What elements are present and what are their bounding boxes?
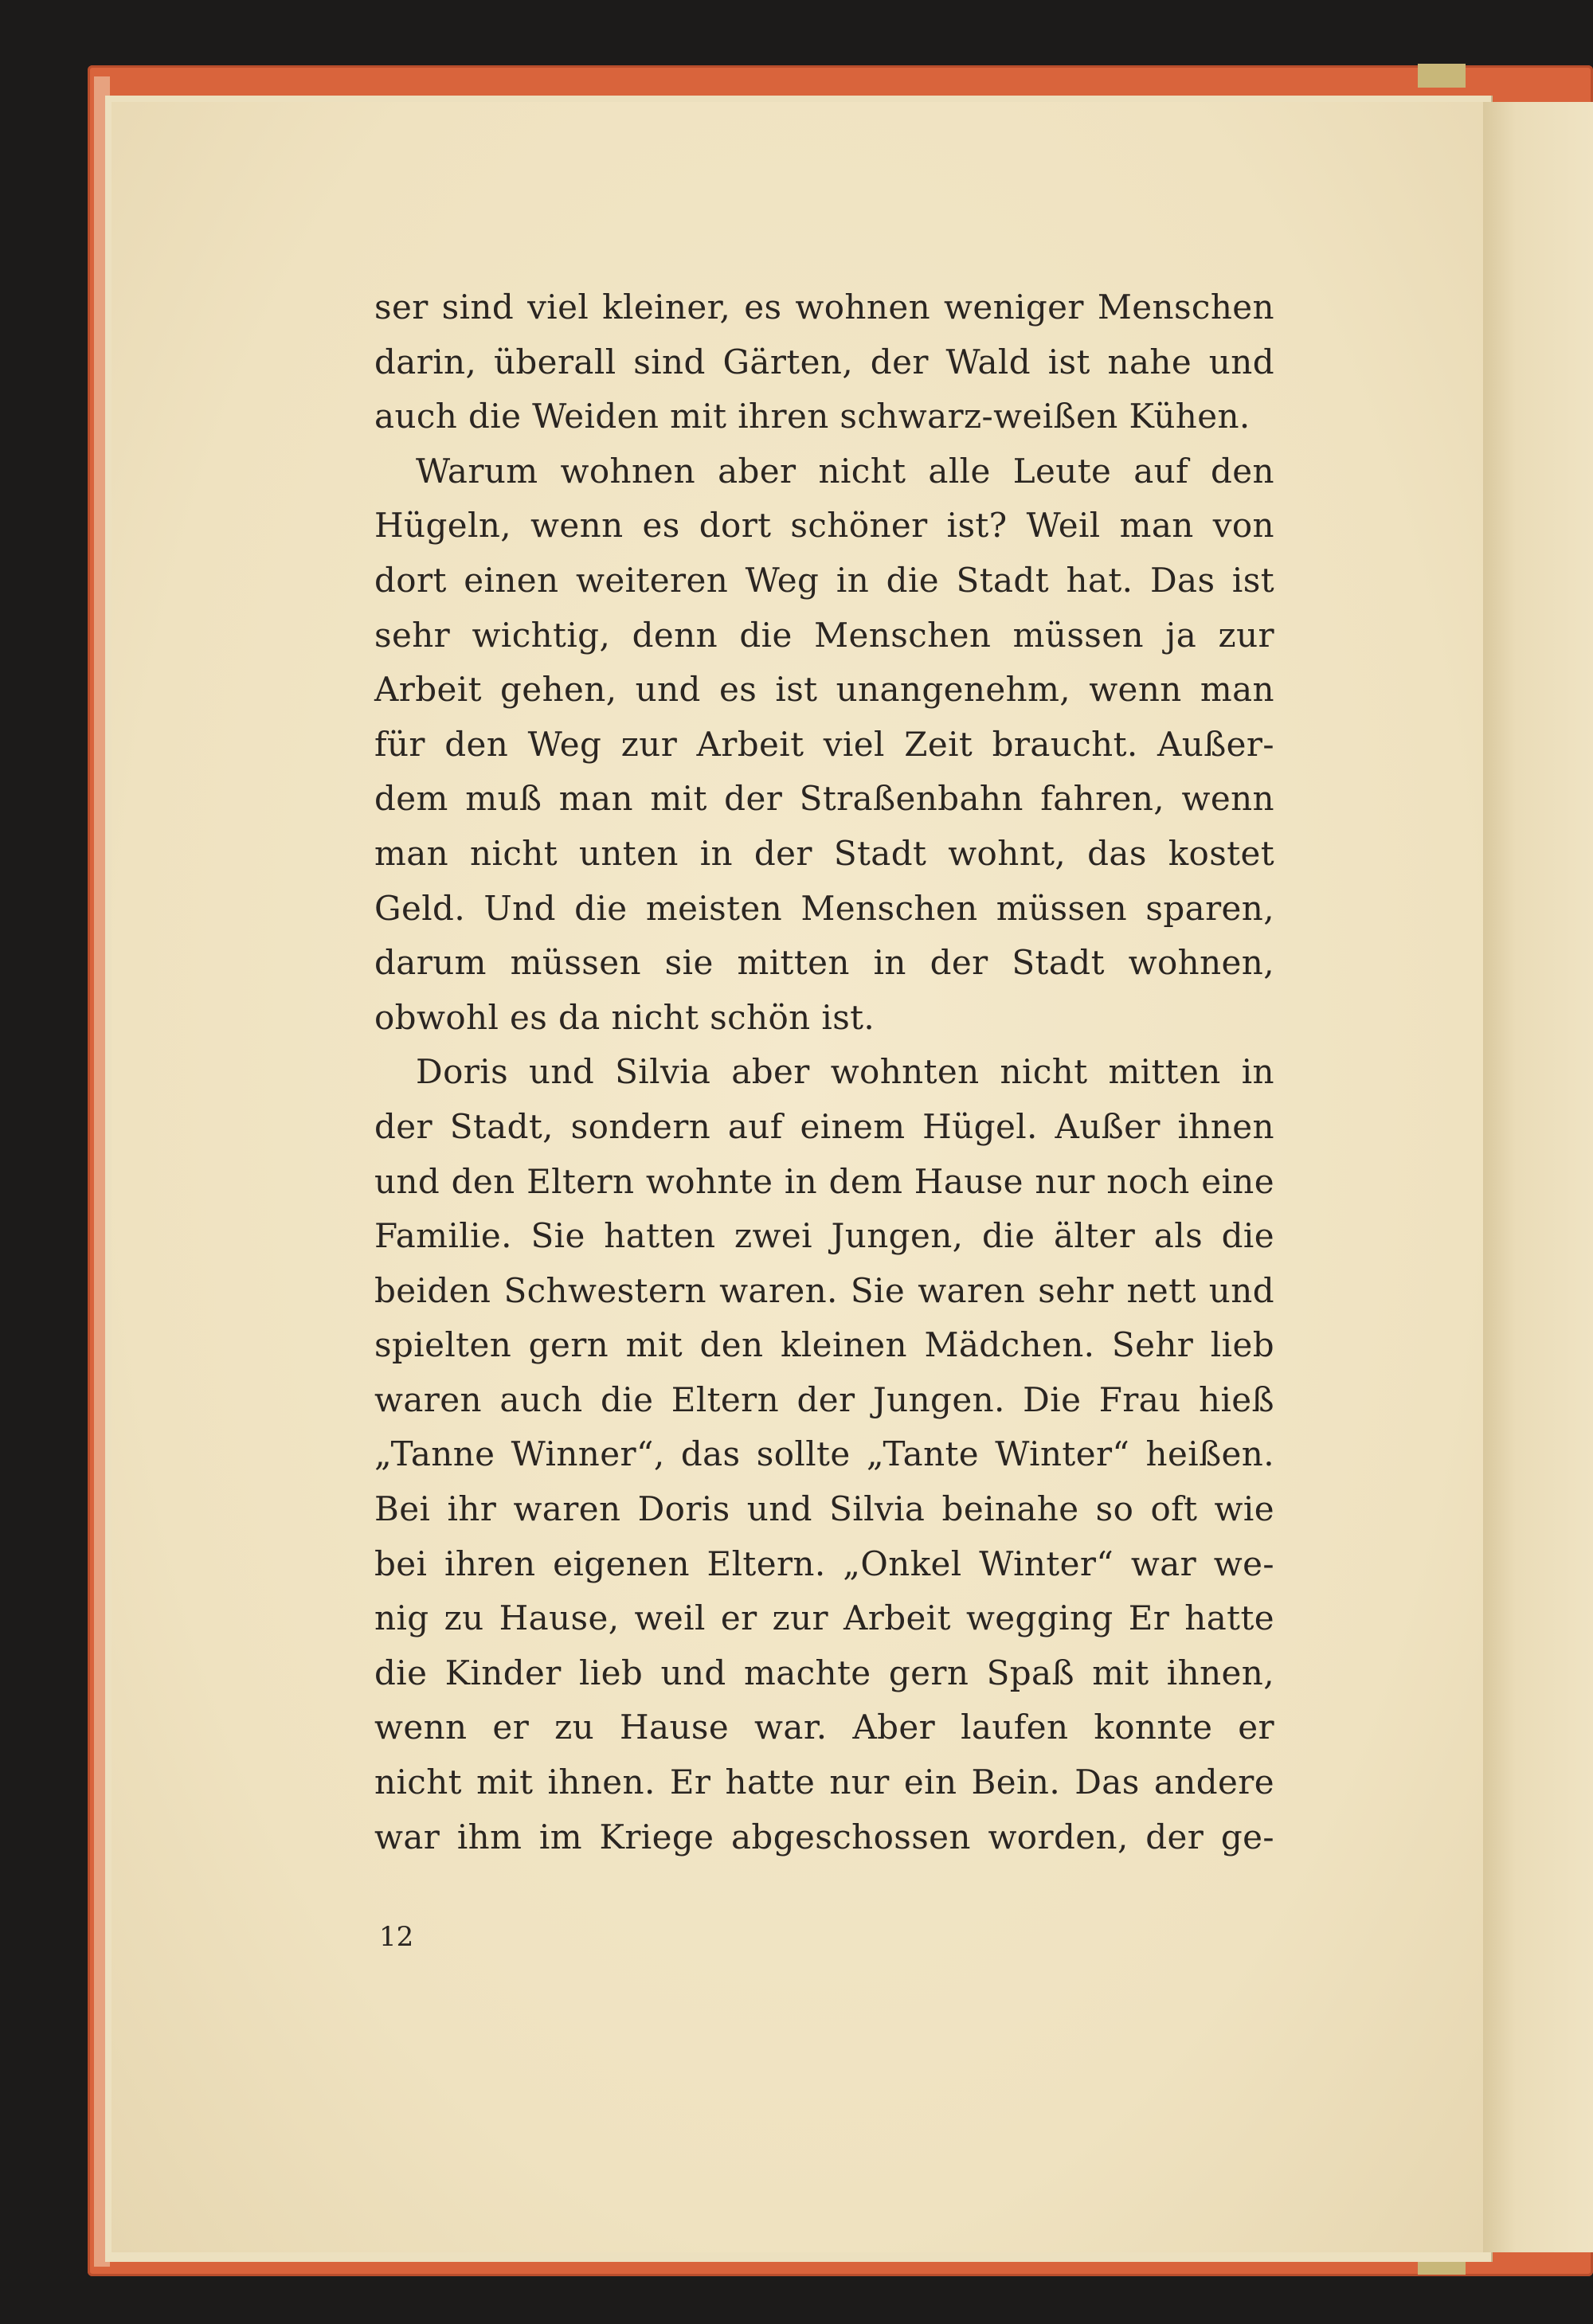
text-line: Familie. Sie hatten zwei Jungen, die älter als die [374,1216,1274,1256]
text-line: Geld. Und die meisten Menschen müssen sparen, [374,888,1274,928]
text-line: „Tanne Winner“, das sollte „Tante Winter“ heißen. [374,1434,1274,1474]
text-line: beiden Schwestern waren. Sie waren sehr nett und [374,1270,1274,1310]
text-line: für den Weg zur Arbeit viel Zeit braucht. Außer- [374,724,1274,764]
text-line: ser sind viel kleiner, es wohnen weniger Menschen [374,288,1274,327]
text-line: Hügeln, wenn es dort schöner ist? Weil man von [374,506,1274,546]
text-line: dort einen weiteren Weg in die Stadt hat. Das ist [374,560,1274,600]
text-line: auch die Weiden mit ihren schwarz-weißen Kühen. [374,397,1251,436]
text-line: sehr wichtig, denn die Menschen müssen ja zur [374,615,1274,655]
text-line: obwohl es da nicht schön ist. [374,997,875,1037]
text-line: die Kinder lieb und machte gern Spaß mit ihnen, [374,1653,1274,1692]
text-line: war ihm im Kriege abgeschossen worden, der ge- [374,1817,1274,1856]
text-line: dem muß man mit der Straßenbahn fahren, wenn [374,779,1274,819]
text-line: bei ihren eigenen Eltern. „Onkel Winter“ war we- [374,1543,1274,1583]
text-line: der Stadt, sondern auf einem Hügel. Außer ihnen [374,1106,1274,1146]
text-line: darin, überall sind Gärten, der Wald ist nahe und [374,342,1274,381]
page-gutter [1483,102,1593,2252]
text-line: Warum wohnen aber nicht alle Leute auf den [416,451,1274,491]
text-line: nicht mit ihnen. Er hatte nur ein Bein. Das andere [374,1763,1274,1802]
headband-top [1418,64,1466,88]
text-line: und den Eltern wohnte in dem Hause nur noch eine [374,1161,1274,1201]
text-line: waren auch die Eltern der Jungen. Die Frau hieß [374,1379,1274,1419]
text-line: spielten gern mit den kleinen Mädchen. Sehr lieb [374,1325,1274,1365]
text-line: Arbeit gehen, und es ist unangenehm, wenn man [374,670,1274,710]
text-line: darum müssen sie mitten in der Stadt wohnen, [374,943,1274,983]
text-line: Bei ihr waren Doris und Silvia beinahe so oft wie [374,1489,1274,1529]
text-line: Doris und Silvia aber wohnten nicht mitten in [416,1052,1274,1092]
text-line: wenn er zu Hause war. Aber laufen konnte er [374,1708,1274,1747]
body-text [374,280,1274,1864]
page-number: 12 [379,1921,414,1953]
text-line: nig zu Hause, weil er zur Arbeit wegging Er hatte [374,1598,1274,1638]
text-line: man nicht unten in der Stadt wohnt, das kostet [374,833,1274,873]
